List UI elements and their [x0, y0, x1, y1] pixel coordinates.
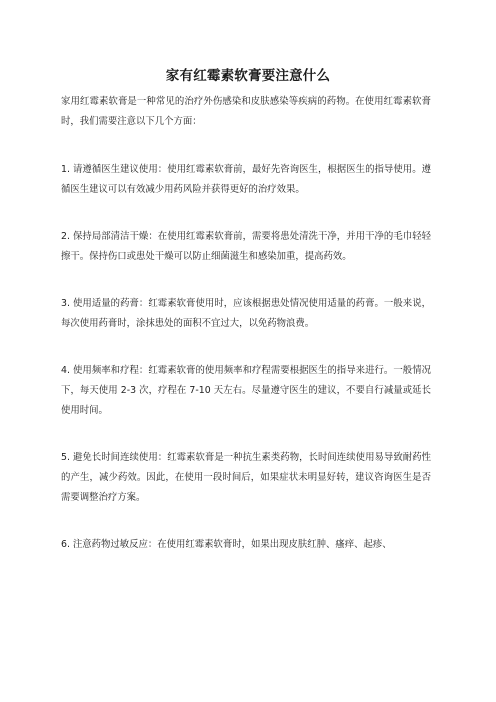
list-item: 5. 避免长时间连续使用：红霉素软膏是一种抗生素类药物，长时间连续使用易导致耐药性的产生，减少药效。因此，在使用一段时间后，如果症状未明显好转，建议咨询医生是否需要调整治疗方案。	[61, 452, 431, 503]
document-body	[61, 92, 431, 582]
list-item: 6. 注意药物过敏反应：在使用红霉素软膏时，如果出现皮肤红肿、瘙痒、起疹、	[61, 539, 392, 550]
list-item: 2. 保持局部清洁干燥：在使用红霉素软膏前，需要将患处清洗干净，并用干净的毛巾轻轻擦干。保持伤口或患处干燥可以防止细菌滋生和感染加重，提高药效。	[61, 231, 431, 262]
document-title: 家有红霉素软膏要注意什么	[165, 68, 331, 84]
list-item: 3. 使用适量的药膏：红霉素软膏使用时，应该根据患处情况使用适量的药膏。一般来说，每次使用药膏时，涂抹患处的面积不宜过大，以免药物浪费。	[61, 298, 431, 329]
intro-paragraph: 家用红霉素软膏是一种常见的治疗外伤感染和皮肤感染等疾病的药物。在使用红霉素软膏时，我们需要注意以下几个方面：	[61, 96, 431, 127]
list-item: 4. 使用频率和疗程：红霉素软膏的使用频率和疗程需要根据医生的指导来进行。一般情况下，每天使用 2-3 次，疗程在 7-10 天左右。尽量遵守医生的建议，不要自行减量或延长使用时间。	[61, 365, 431, 416]
list-item: 1. 请遵循医生建议使用：使用红霉素软膏前，最好先咨询医生，根据医生的指导使用。遵循医生建议可以有效减少用药风险并获得更好的治疗效果。	[61, 164, 431, 195]
